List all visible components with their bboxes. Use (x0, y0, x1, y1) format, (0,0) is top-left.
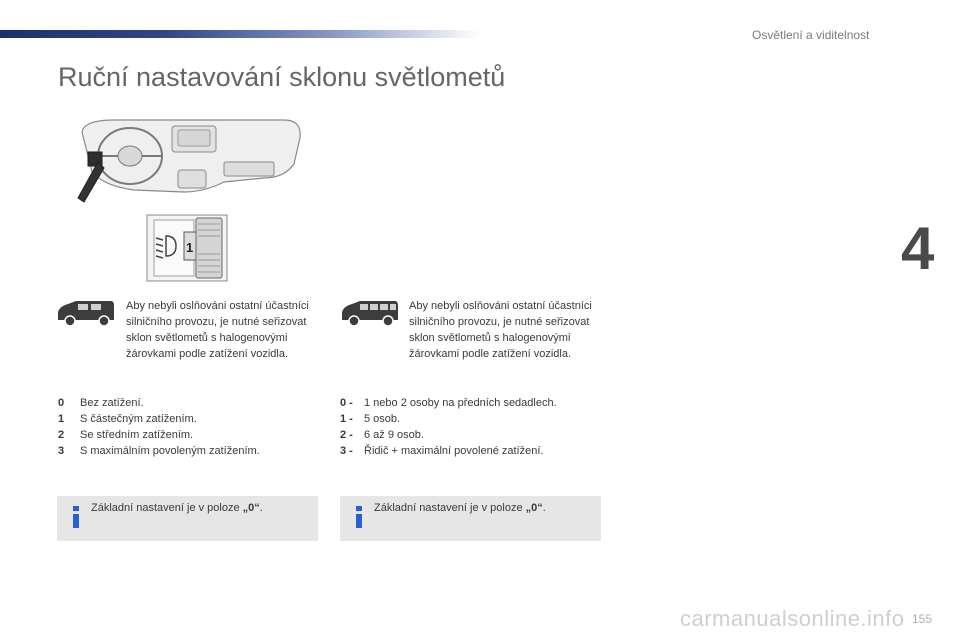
svg-text:1: 1 (186, 240, 194, 255)
section-title: Osvětlení a viditelnost (752, 28, 870, 42)
info-text: Základní nastavení je v poloze „0“. (91, 502, 263, 514)
list-item: 2 Se středním zatížením. (58, 429, 194, 441)
info-icon (350, 505, 368, 529)
left-info-box (57, 496, 318, 541)
right-description: Aby nebyli oslňováni ostatní účastníci silničního provozu, je nutné seřizovat sklon světlometů s halogenovými žárovkami podle zatížení vozidla. (409, 300, 592, 360)
passenger-van-icon (340, 298, 400, 328)
page-title: Ruční nastavování sklonu světlometů (58, 62, 506, 92)
list-item: 0 - 1 nebo 2 osoby na předních sedadlech. (340, 397, 557, 409)
list-item: 1 S částečným zatížením. (58, 413, 197, 425)
left-description: Aby nebyli oslňováni ostatní účastníci silničního provozu, je nutné seřizovat sklon světlometů s halogenovými žárovkami podle zatížení vozidla. (126, 300, 309, 360)
right-load-list (340, 395, 557, 459)
header-color-bar (0, 30, 480, 38)
list-item: 2 - 6 až 9 osob. (340, 429, 424, 441)
info-icon (67, 505, 85, 529)
info-text: Základní nastavení je v poloze „0“. (374, 502, 546, 514)
dashboard-illustration (74, 112, 306, 207)
page-number: 155 (912, 612, 933, 626)
list-item: 3 S maximálním povoleným zatížením. (58, 445, 260, 457)
left-load-list (58, 395, 260, 459)
chapter-number: 4 (901, 215, 935, 282)
list-item: 3 - Řidič + maximální povolené zatížení. (340, 445, 544, 457)
list-item: 1 - 5 osob. (340, 413, 401, 425)
right-info-box (340, 496, 601, 541)
watermark: carmanualsonline.info (680, 606, 905, 631)
headlamp-adjustment-switch (146, 214, 228, 282)
list-item: 0 Bez zatížení. (58, 397, 144, 409)
compact-van-icon (56, 298, 116, 328)
